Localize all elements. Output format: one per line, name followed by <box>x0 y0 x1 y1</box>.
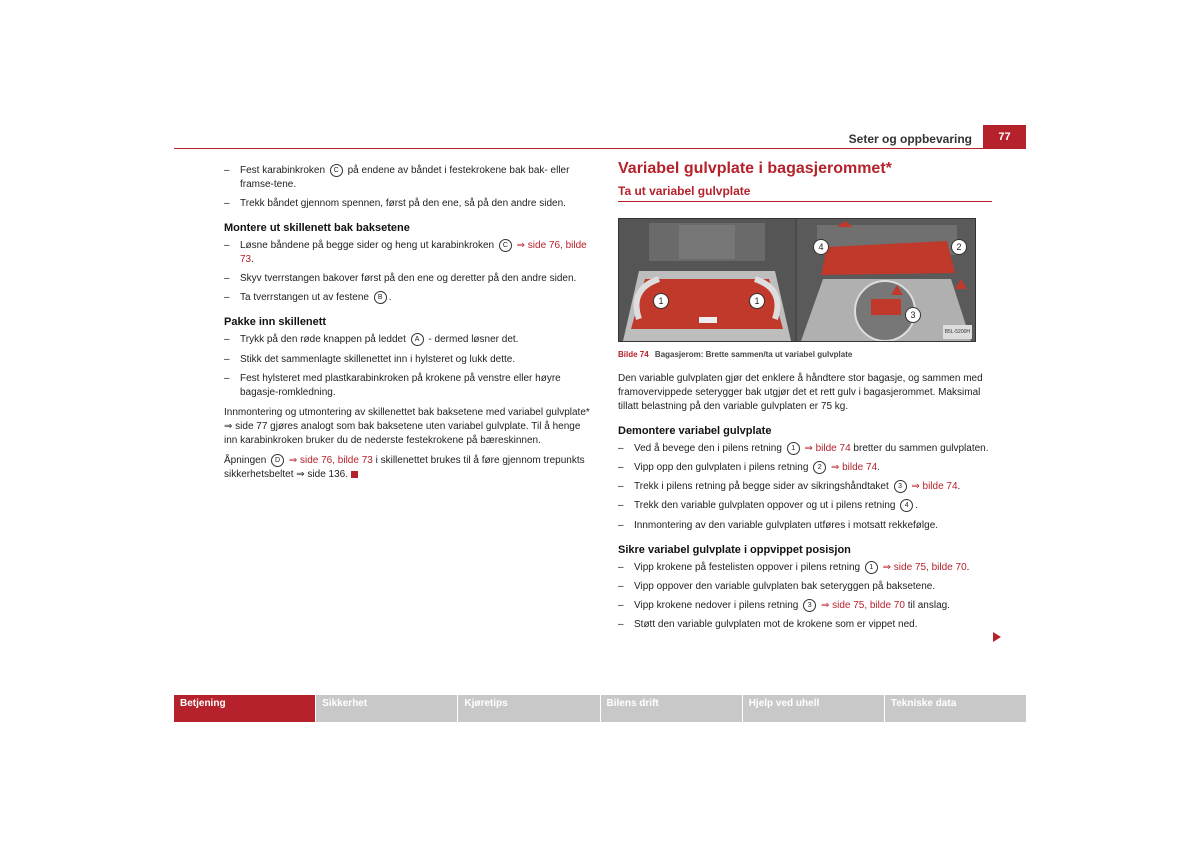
cross-reference-link[interactable]: ⇒ side 76, bilde 73 <box>240 240 587 266</box>
section-title: Variabel gulvplate i bagasjerommet* <box>618 160 892 177</box>
cross-reference-link[interactable]: ⇒ bilde 74 <box>804 443 851 455</box>
figure-callout: 2 <box>951 239 967 255</box>
end-of-section-icon <box>351 471 358 478</box>
figure-code: B5L-5200H <box>943 325 972 339</box>
list-item: – Stikk det sammenlagte skillenettet inn i hylsteret og lukk dette. <box>224 353 596 367</box>
cross-reference-link[interactable]: ⇒ bilde 74 <box>911 481 958 493</box>
section-heading: Sikre variabel gulvplate i oppvippet posisjon <box>618 543 851 556</box>
nav-tab-bilens-drift[interactable]: Bilens drift <box>601 695 742 722</box>
list-item: – Vipp krokene nedover i pilens retning 3 ⇒ side 75, bilde 70 til anslag. <box>618 599 992 613</box>
list-item: – Ved å bevege den i pilens retning 1 ⇒ bilde 74 bretter du sammen gulvplaten. <box>618 442 992 456</box>
callout-marker: C <box>330 164 343 177</box>
figure-callout: 4 <box>813 239 829 255</box>
list-item: – Innmontering av den variable gulvplaten utføres i motsatt rekkefølge. <box>618 519 992 533</box>
page-number: 77 <box>983 125 1026 149</box>
figure-panel-right <box>797 219 975 341</box>
list-item: – Trekk båndet gjennom spennen, først på den ene, så på den andre siden. <box>224 197 596 211</box>
callout-marker: C <box>499 239 512 252</box>
list-item: – Trekk i pilens retning på begge sider av sikringshåndtaket 3 ⇒ bilde 74. <box>618 480 992 494</box>
section-heading: Montere ut skillenett bak baksetene <box>224 222 410 235</box>
continue-arrow-icon[interactable] <box>993 632 1001 642</box>
figure-panel-left <box>619 219 795 341</box>
figure-callout: 1 <box>653 293 669 309</box>
callout-marker: 4 <box>900 499 913 512</box>
running-header-title: Seter og oppbevaring <box>848 132 972 146</box>
list-item: – Fest hylsteret med plastkarabinkroken på krokene på venstre eller høyre bagasje-romkledning. <box>224 372 596 400</box>
nav-tab-betjening[interactable]: Betjening <box>174 695 315 722</box>
subsection-title: Ta ut variabel gulvplate <box>618 184 992 202</box>
callout-marker: B <box>374 291 387 304</box>
list-item: – Vipp krokene på festelisten oppover i pilens retning 1 ⇒ side 75, bilde 70. <box>618 561 992 575</box>
callout-marker: 3 <box>803 599 816 612</box>
callout-marker: 1 <box>865 561 878 574</box>
cross-reference-link[interactable]: ⇒ side 75, bilde 70 <box>820 599 905 611</box>
section-heading: Pakke inn skillenett <box>224 316 327 329</box>
list-item: – Støtt den variable gulvplaten mot de krokene som er vippet ned. <box>618 618 992 632</box>
nav-tab-tekniske-data[interactable]: Tekniske data <box>885 695 1026 722</box>
callout-marker: A <box>411 333 424 346</box>
callout-marker: 2 <box>813 461 826 474</box>
list-item: – Løsne båndene på begge sider og heng ut karabinkroken C ⇒ side 76, bilde 73. <box>224 239 596 267</box>
figure-callout: 3 <box>905 307 921 323</box>
list-item: – Vipp oppover den variable gulvplaten bak seteryggen på baksetene. <box>618 580 992 594</box>
list-item: – Vipp opp den gulvplaten i pilens retning 2 ⇒ bilde 74. <box>618 461 992 475</box>
list-item: – Fest karabinkroken C på endene av båndet i festekrokene bak bak- eller framse-tene. <box>224 164 596 192</box>
list-item: – Skyv tverrstangen bakover først på den ene og deretter på den andre siden. <box>224 272 596 286</box>
nav-tab-hjelp-ved-uhell[interactable]: Hjelp ved uhell <box>743 695 884 722</box>
cross-reference-link[interactable]: ⇒ side 76, bilde 73 <box>288 454 373 466</box>
cross-reference-link[interactable]: ⇒ side 75, bilde 70 <box>882 561 967 573</box>
nav-tab-kjoretips[interactable]: Kjøretips <box>458 695 599 722</box>
figure-luggage-compartment <box>618 218 976 342</box>
cross-reference-link[interactable]: ⇒ bilde 74 <box>830 462 878 474</box>
list-item: – Ta tverrstangen ut av festene B . <box>224 291 596 305</box>
callout-marker: 3 <box>894 480 907 493</box>
left-column <box>224 164 596 488</box>
section-heading: Demontere variabel gulvplate <box>618 425 772 437</box>
paragraph: Den variable gulvplaten gjør det enklere å håndtere stor bagasje, og sammen med framovervippede seterygger bak utgjør det et rett gulv i bagasjerommet. Maksimal tillatt belastning på den variable gulvplaten er 75 kg. <box>618 373 983 412</box>
right-column <box>618 162 992 637</box>
callout-marker: D <box>271 454 284 467</box>
paragraph: Innmontering og utmontering av skillenettet bak baksetene med variabel gulvplate* ⇒ side 77 gjøres analogt som bak baksetene uten variabel gulvplate. Til å henge inn karabinkroken bruker du de nederste festekrokene på bæreskinnen. <box>224 406 590 446</box>
nav-tab-sikkerhet[interactable]: Sikkerhet <box>316 695 457 722</box>
figure-caption: Bilde 74 Bagasjerom: Brette sammen/ta ut variabel gulvplate <box>618 350 853 359</box>
callout-marker: 1 <box>787 442 800 455</box>
footer-nav <box>174 695 1026 722</box>
figure-callout: 1 <box>749 293 765 309</box>
header-rule <box>174 148 1026 149</box>
list-item: – Trykk på den røde knappen på leddet A - dermed løsner det. <box>224 333 596 347</box>
paragraph: Åpningen D ⇒ side 76, bilde 73 i skillenettet brukes til å føre gjennom trepunkts sikkerhetsbeltet ⇒ side 136. <box>224 454 585 480</box>
list-item: – Trekk den variable gulvplaten oppover og ut i pilens retning 4 . <box>618 499 992 513</box>
